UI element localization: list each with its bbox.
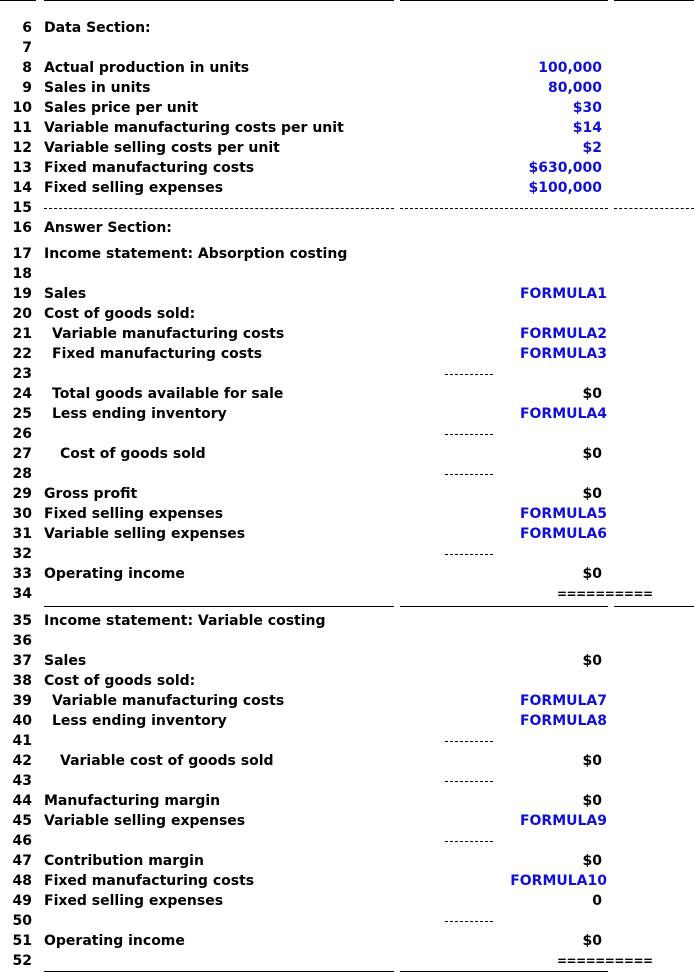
- sheet-row: [0, 98, 694, 118]
- row-number[interactable]: 26: [12, 426, 32, 442]
- computed-value-cell[interactable]: $0: [582, 853, 602, 869]
- input-value-cell[interactable]: FORMULA8: [519, 713, 607, 729]
- sheet-row: [0, 891, 694, 911]
- row-number[interactable]: 32: [12, 546, 32, 562]
- sheet-row: [0, 138, 694, 158]
- row-number[interactable]: 34: [12, 586, 32, 602]
- row-label[interactable]: Income statement: Absorption costing: [44, 246, 348, 262]
- computed-value-cell[interactable]: $0: [582, 566, 602, 582]
- computed-value-cell[interactable]: $0: [582, 793, 602, 809]
- top-border-rule: [44, 0, 394, 1]
- row-label[interactable]: Fixed manufacturing costs: [52, 346, 263, 362]
- input-value-cell[interactable]: $630,000: [528, 160, 602, 176]
- sheet-row: [0, 264, 694, 284]
- sheet-row: [0, 364, 694, 384]
- input-value-cell[interactable]: $2: [582, 140, 602, 156]
- top-border-rule: [0, 0, 36, 1]
- sheet-row: [0, 691, 694, 711]
- row-number[interactable]: 23: [12, 366, 32, 382]
- sheet-row: [0, 38, 694, 58]
- sheet-row: [0, 771, 694, 791]
- row-label[interactable]: Data Section:: [44, 20, 151, 36]
- row-number[interactable]: 19: [12, 286, 32, 302]
- row-number[interactable]: 20: [12, 306, 32, 322]
- row-number[interactable]: 31: [12, 526, 32, 542]
- sheet-row: [0, 424, 694, 444]
- computed-value-cell[interactable]: $0: [582, 446, 602, 462]
- sheet-row: [0, 244, 694, 264]
- row-number[interactable]: 35: [12, 613, 32, 629]
- sheet-row: [0, 304, 694, 324]
- sheet-row: [0, 871, 694, 891]
- input-value-cell[interactable]: FORMULA7: [519, 693, 607, 709]
- row-number[interactable]: 39: [12, 693, 32, 709]
- input-value-cell[interactable]: FORMULA10: [510, 873, 607, 889]
- sheet-row: [0, 931, 694, 951]
- row-number[interactable]: 10: [12, 100, 32, 116]
- row-number[interactable]: 6: [22, 20, 32, 36]
- sheet-row: [0, 484, 694, 504]
- input-value-cell[interactable]: FORMULA2: [519, 326, 607, 342]
- input-value-cell[interactable]: FORMULA5: [519, 506, 607, 522]
- row-number[interactable]: 21: [12, 326, 32, 342]
- row-number[interactable]: 15: [12, 200, 32, 216]
- row-number[interactable]: 40: [12, 713, 32, 729]
- input-value-cell[interactable]: FORMULA1: [519, 286, 607, 302]
- row-label[interactable]: Variable cost of goods sold: [60, 753, 274, 769]
- row-label[interactable]: Sales: [44, 286, 87, 302]
- statement-divider: [44, 606, 394, 607]
- computed-value-cell[interactable]: $0: [582, 653, 602, 669]
- row-number[interactable]: 16: [12, 220, 32, 236]
- row-label[interactable]: Fixed selling expenses: [44, 893, 224, 909]
- sheet-row: [0, 158, 694, 178]
- sheet-row: [0, 18, 694, 38]
- row-number[interactable]: 44: [12, 793, 32, 809]
- row-label[interactable]: Fixed selling expenses: [44, 506, 224, 522]
- input-value-cell[interactable]: 100,000: [538, 60, 602, 76]
- computed-value-cell[interactable]: $0: [582, 486, 602, 502]
- row-number[interactable]: 43: [12, 773, 32, 789]
- row-number[interactable]: 8: [22, 60, 32, 76]
- row-label[interactable]: Income statement: Variable costing: [44, 613, 326, 629]
- sheet-row: [0, 731, 694, 751]
- row-number[interactable]: 17: [12, 246, 32, 262]
- row-label[interactable]: Manufacturing margin: [44, 793, 221, 809]
- row-number[interactable]: 46: [12, 833, 32, 849]
- sheet-row: [0, 118, 694, 138]
- row-label[interactable]: Sales in units: [44, 80, 151, 96]
- sheet-row: [0, 611, 694, 631]
- sheet-row: [0, 524, 694, 544]
- input-value-cell[interactable]: 80,000: [547, 80, 602, 96]
- sheet-row: [0, 384, 694, 404]
- row-label[interactable]: Fixed selling expenses: [44, 180, 224, 196]
- subtotal-rule: [445, 374, 493, 375]
- row-label[interactable]: Variable selling expenses: [44, 813, 246, 829]
- row-number[interactable]: 9: [22, 80, 32, 96]
- sheet-row: [0, 711, 694, 731]
- sheet-row: [0, 464, 694, 484]
- sheet-row: [0, 218, 694, 238]
- row-label[interactable]: Cost of goods sold:: [44, 306, 196, 322]
- row-label[interactable]: Cost of goods sold: [60, 446, 206, 462]
- sheet-row: [0, 671, 694, 691]
- row-label[interactable]: Sales: [44, 653, 87, 669]
- statement-divider: [400, 606, 608, 607]
- subtotal-rule: [445, 554, 493, 555]
- row-number[interactable]: 37: [12, 653, 32, 669]
- sheet-row: [0, 791, 694, 811]
- row-number[interactable]: 47: [12, 853, 32, 869]
- subtotal-rule: [445, 921, 493, 922]
- row-number[interactable]: 30: [12, 506, 32, 522]
- row-number[interactable]: 28: [12, 466, 32, 482]
- top-border-rule: [400, 0, 608, 1]
- input-value-cell[interactable]: FORMULA3: [519, 346, 607, 362]
- subtotal-rule: [445, 434, 493, 435]
- input-value-cell[interactable]: $14: [572, 120, 602, 136]
- computed-value-cell[interactable]: $0: [582, 386, 602, 402]
- row-number[interactable]: 27: [12, 446, 32, 462]
- row-label[interactable]: Variable manufacturing costs: [52, 693, 285, 709]
- computed-value-cell[interactable]: $0: [582, 933, 602, 949]
- row-number[interactable]: 36: [12, 633, 32, 649]
- statement-divider: [614, 606, 694, 607]
- row-label[interactable]: Answer Section:: [44, 220, 172, 236]
- sheet-row: [0, 811, 694, 831]
- row-number[interactable]: 29: [12, 486, 32, 502]
- row-number[interactable]: 11: [12, 120, 32, 136]
- sheet-row: [0, 544, 694, 564]
- sheet-row: [0, 504, 694, 524]
- row-number[interactable]: 38: [12, 673, 32, 689]
- subtotal-rule: [445, 741, 493, 742]
- computed-value-cell[interactable]: 0: [592, 893, 602, 909]
- sheet-row: [0, 178, 694, 198]
- row-number[interactable]: 33: [12, 566, 32, 582]
- row-number[interactable]: 50: [12, 913, 32, 929]
- row-label[interactable]: Operating income: [44, 566, 185, 582]
- row-label[interactable]: Sales price per unit: [44, 100, 199, 116]
- sheet-row: [0, 831, 694, 851]
- subtotal-rule: [445, 841, 493, 842]
- subtotal-rule: [445, 474, 493, 475]
- input-value-cell[interactable]: $30: [572, 100, 602, 116]
- row-number[interactable]: 52: [12, 953, 32, 969]
- input-value-cell[interactable]: FORMULA9: [519, 813, 607, 829]
- row-label[interactable]: Less ending inventory: [52, 713, 227, 729]
- row-number[interactable]: 49: [12, 893, 32, 909]
- row-number[interactable]: 24: [12, 386, 32, 402]
- row-number[interactable]: 41: [12, 733, 32, 749]
- sheet-row: [0, 751, 694, 771]
- row-number[interactable]: 25: [12, 406, 32, 422]
- sheet-row: [0, 198, 694, 218]
- sheet-row: [0, 284, 694, 304]
- row-number[interactable]: 51: [12, 933, 32, 949]
- sheet-row: [0, 78, 694, 98]
- row-number[interactable]: 42: [12, 753, 32, 769]
- row-number[interactable]: 12: [12, 140, 32, 156]
- sheet-row: [0, 851, 694, 871]
- sheet-row: [0, 404, 694, 424]
- computed-value-cell[interactable]: $0: [582, 753, 602, 769]
- row-label[interactable]: Actual production in units: [44, 60, 250, 76]
- row-label[interactable]: Gross profit: [44, 486, 138, 502]
- sheet-row: [0, 951, 694, 971]
- row-label[interactable]: Fixed manufacturing costs: [44, 160, 255, 176]
- row-label[interactable]: Variable selling expenses: [44, 526, 246, 542]
- input-value-cell[interactable]: FORMULA6: [519, 526, 607, 542]
- row-label[interactable]: Contribution margin: [44, 853, 204, 869]
- row-number[interactable]: 14: [12, 180, 32, 196]
- row-number[interactable]: 45: [12, 813, 32, 829]
- sheet-row: [0, 631, 694, 651]
- double-underline: ==========: [557, 587, 653, 601]
- sheet-row: [0, 584, 694, 604]
- row-label[interactable]: Variable manufacturing costs per unit: [44, 120, 344, 136]
- row-number[interactable]: 13: [12, 160, 32, 176]
- row-label[interactable]: Less ending inventory: [52, 406, 227, 422]
- input-value-cell[interactable]: FORMULA4: [519, 406, 607, 422]
- row-label[interactable]: Operating income: [44, 933, 185, 949]
- sheet-row: [0, 911, 694, 931]
- top-border-rule: [614, 0, 694, 1]
- row-number[interactable]: 48: [12, 873, 32, 889]
- row-number[interactable]: 7: [22, 40, 32, 56]
- double-underline: ==========: [557, 954, 653, 968]
- subtotal-rule: [445, 781, 493, 782]
- sheet-row: [0, 564, 694, 584]
- row-number[interactable]: 22: [12, 346, 32, 362]
- row-label[interactable]: Variable selling costs per unit: [44, 140, 280, 156]
- row-label[interactable]: Fixed manufacturing costs: [44, 873, 255, 889]
- sheet-row: [0, 651, 694, 671]
- sheet-row: [0, 324, 694, 344]
- sheet-row: [0, 58, 694, 78]
- row-number[interactable]: 18: [12, 266, 32, 282]
- sheet-row: [0, 344, 694, 364]
- sheet-row: [0, 444, 694, 464]
- input-value-cell[interactable]: $100,000: [528, 180, 602, 196]
- row-label[interactable]: Total goods available for sale: [52, 386, 284, 402]
- row-label[interactable]: Cost of goods sold:: [44, 673, 196, 689]
- row-label[interactable]: Variable manufacturing costs: [52, 326, 285, 342]
